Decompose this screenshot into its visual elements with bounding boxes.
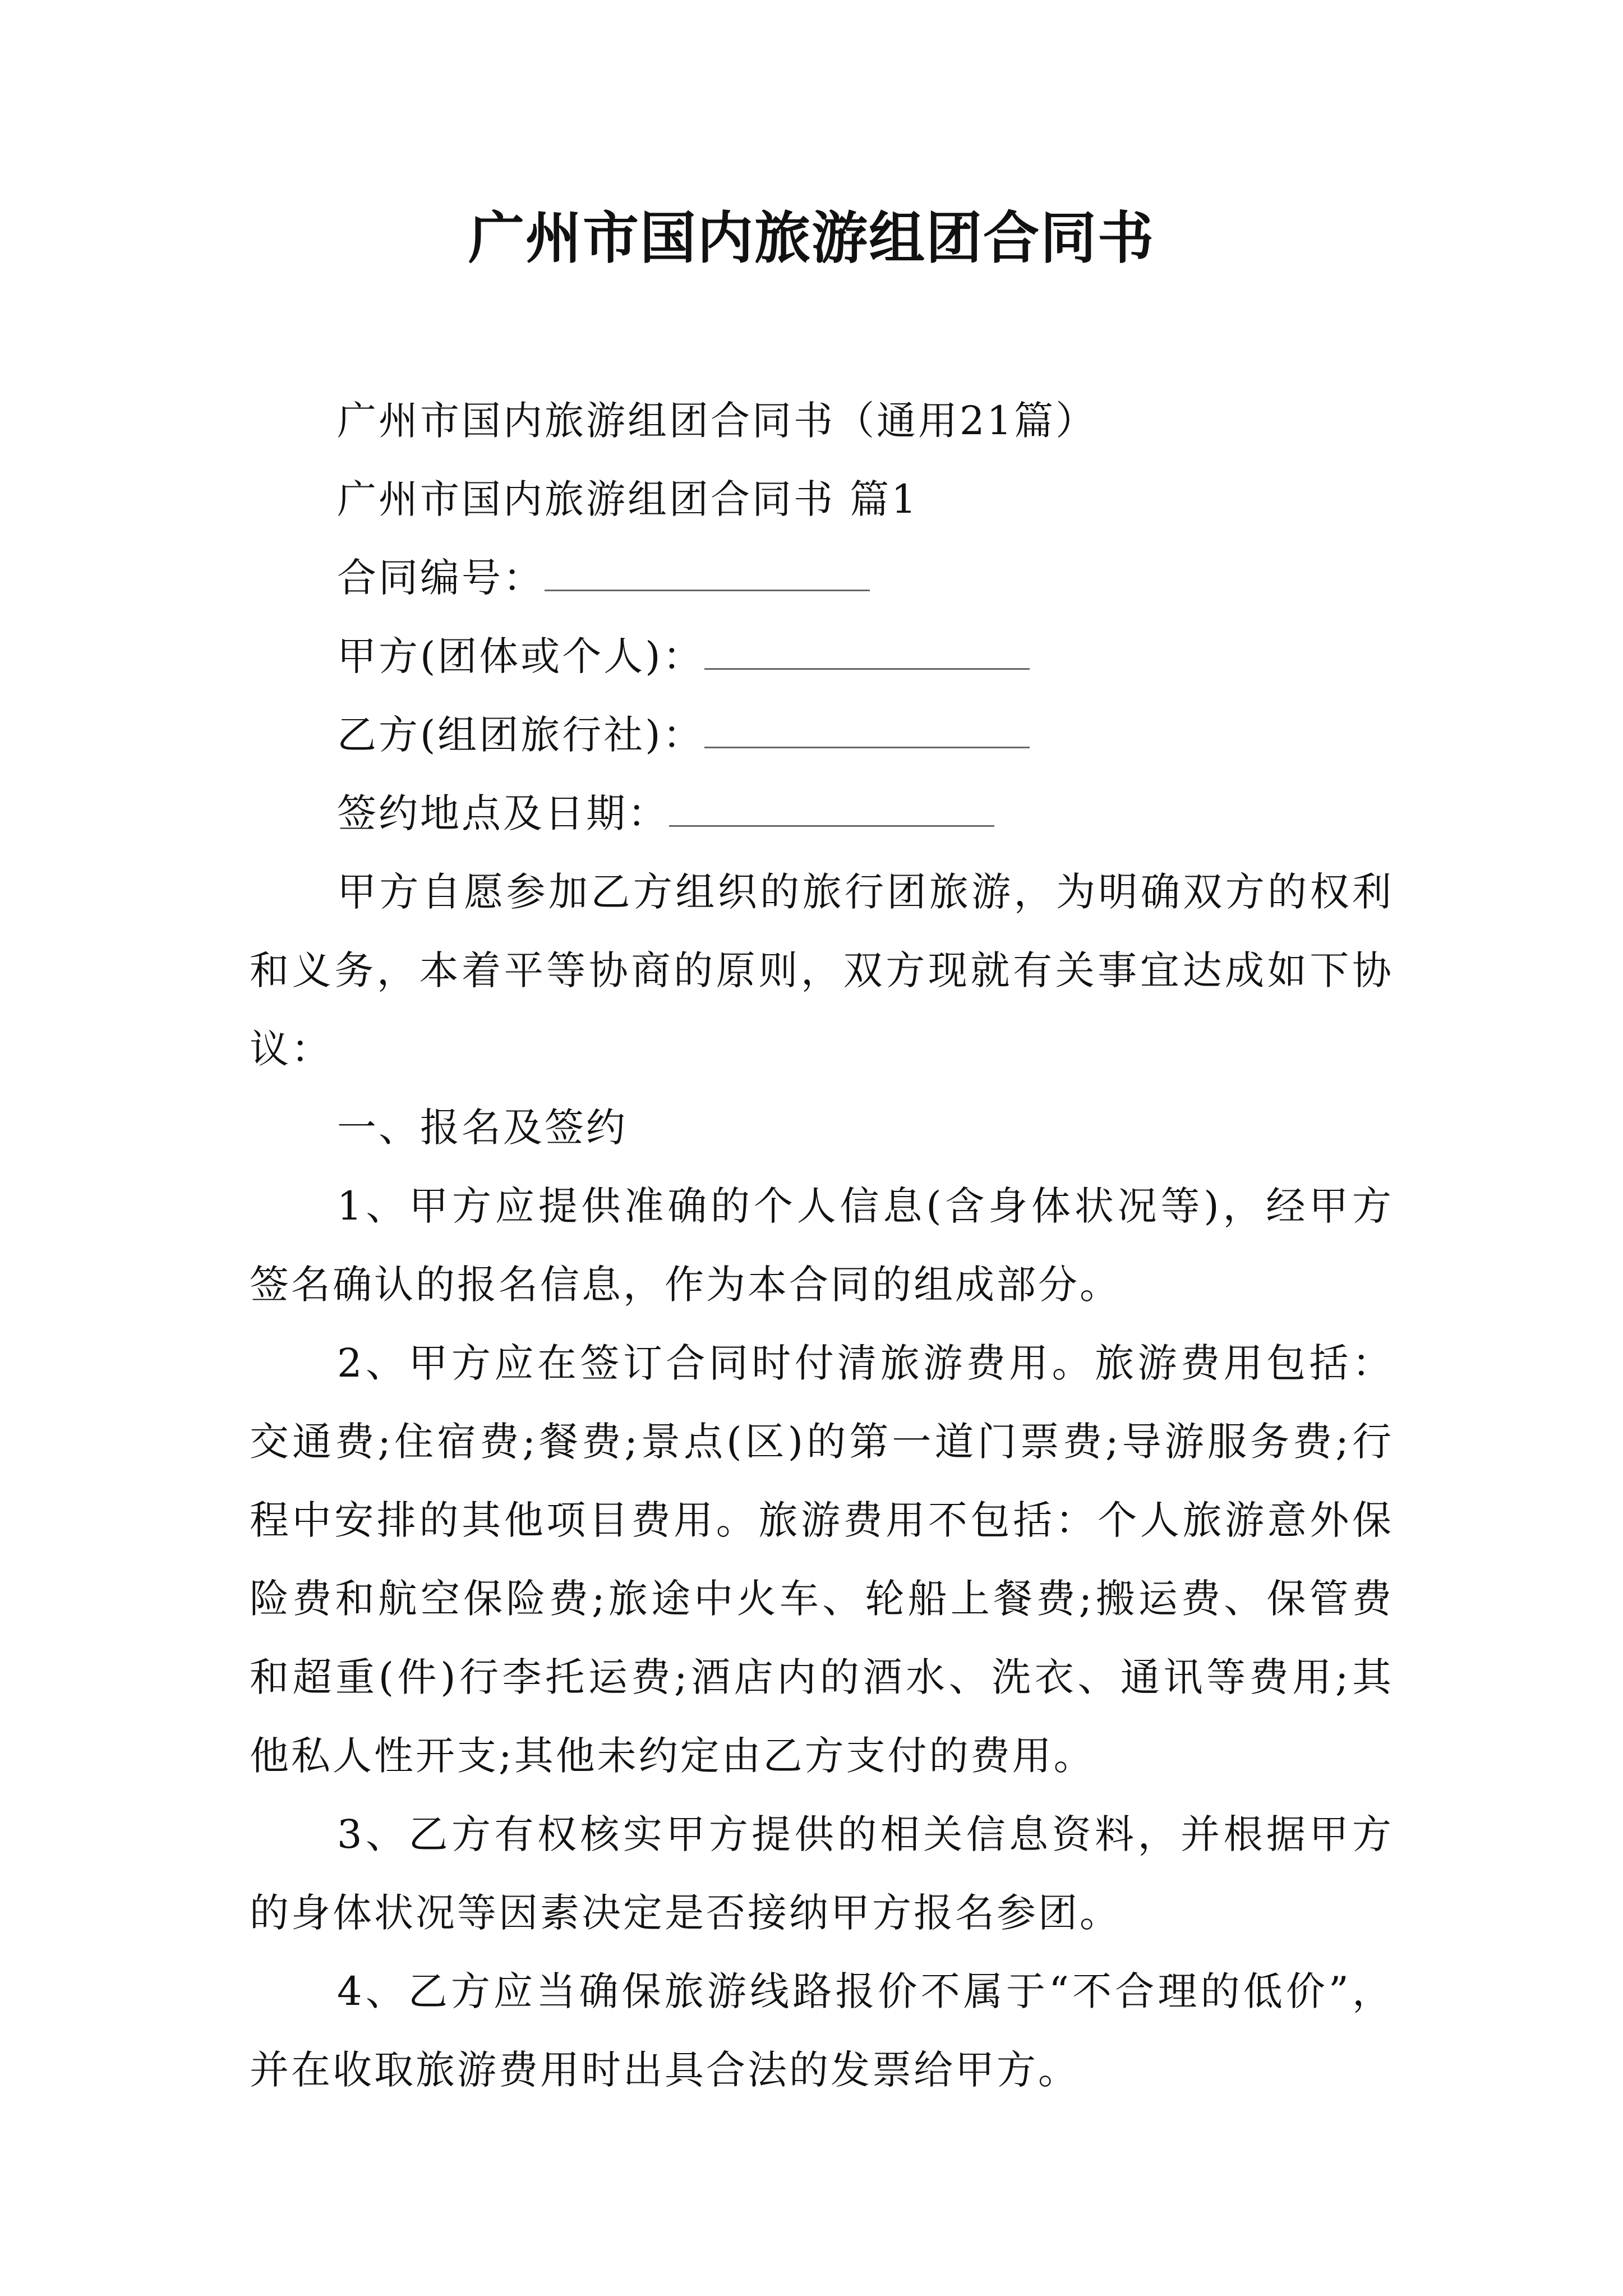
- field-label: 合同编号：: [337, 555, 545, 601]
- paragraph-text: 4、乙方应当确保旅游线路报价不属于“不合理的低价”，并在收取旅游费用时出具合法的发票给甲方。: [250, 1968, 1394, 2093]
- document-body: [250, 381, 1394, 2109]
- clause-2-paragraph: [250, 1324, 1394, 1795]
- sign-place-date-line: [250, 774, 1394, 853]
- clause-1-paragraph: [250, 1167, 1394, 1324]
- paragraph-text: 1、甲方应提供准确的个人信息(含身体状况等)，经甲方签名确认的报名信息，作为本合同的组成部分。: [250, 1183, 1394, 1308]
- paragraph-text: 一、报名及签约: [337, 1105, 628, 1151]
- contract-number-blank: [545, 587, 870, 591]
- paragraph-text: 广州市国内旅游组团合同书（通用21篇）: [337, 398, 1098, 444]
- clause-3-paragraph: [250, 1795, 1394, 1952]
- document-title: 广州市国内旅游组团合同书: [468, 205, 1155, 271]
- field-label: 签约地点及日期：: [337, 790, 669, 836]
- subtitle-paragraph: [250, 381, 1394, 460]
- sign-place-date-blank: [669, 823, 994, 827]
- field-label: 乙方(组团旅行社)：: [337, 712, 704, 758]
- party-a-blank: [704, 666, 1030, 670]
- paragraph-text: 甲方自愿参加乙方组织的旅行团旅游，为明确双方的权利和义务，本着平等协商的原则，双方现就有关事宜达成如下协议：: [250, 869, 1394, 1072]
- paragraph-text: 广州市国内旅游组团合同书 篇1: [337, 476, 919, 522]
- party-b-blank: [704, 744, 1030, 748]
- chapter-heading: [250, 460, 1394, 539]
- contract-number-line: [250, 539, 1394, 617]
- clause-4-paragraph: [250, 1952, 1394, 2109]
- section-heading: [250, 1088, 1394, 1167]
- paragraph-text: 3、乙方有权核实甲方提供的相关信息资料，并根据甲方的身体状况等因素决定是否接纳甲方报名参团。: [250, 1811, 1394, 1936]
- party-b-line: [250, 696, 1394, 774]
- field-label: 甲方(团体或个人)：: [337, 633, 704, 679]
- party-a-line: [250, 617, 1394, 696]
- paragraph-text: 2、甲方应在签订合同时付清旅游费用。旅游费用包括：交通费;住宿费;餐费;景点(区)的第一道门票费;导游服务费;行程中安排的其他项目费用。旅游费用不包括：个人旅游意外保险费和航空保险费;旅途中火车、轮船上餐费;搬运费、保管费和超重(件)行李托运费;酒店内的酒水、洗衣、通讯等费用;其他私人性开支;其他未约定由乙方支付的费用。: [250, 1340, 1394, 1779]
- preamble-paragraph: [250, 853, 1394, 1088]
